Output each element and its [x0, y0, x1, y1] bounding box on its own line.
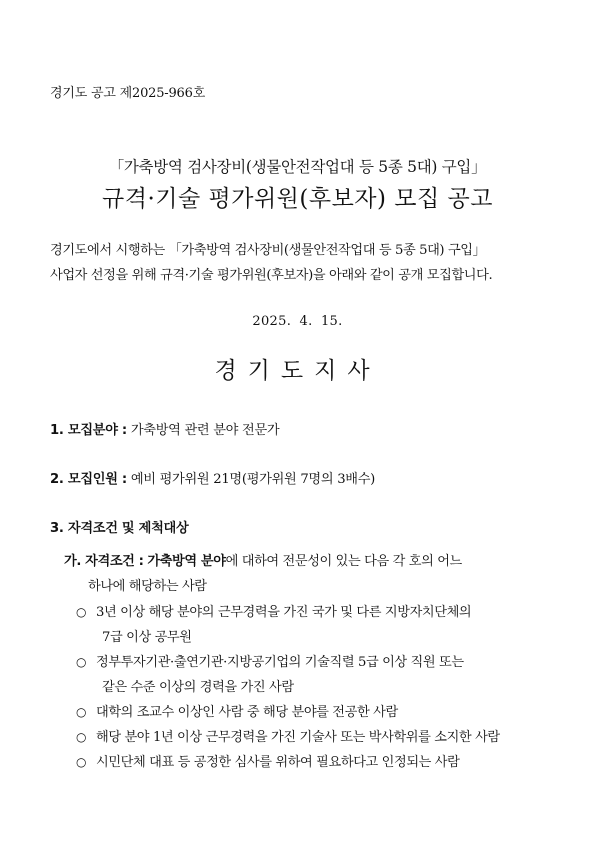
section-text: 예비 평가위원 21명(평가위원 7명의 3배수) — [130, 472, 376, 487]
hollow-circle-icon: ○ — [76, 705, 87, 719]
section-heading: 3. 자격조건 및 제척대상 — [50, 521, 189, 536]
qualification-heading: 가. 자격조건 : — [64, 554, 144, 569]
hollow-circle-icon: ○ — [76, 605, 87, 619]
signer: 경기도지사 — [214, 358, 381, 384]
section-recruit-field — [50, 419, 279, 438]
intro-line-2: 사업자 선정을 위해 규격·기술 평가위원(후보자)을 아래와 같이 공개 모집합니다. — [50, 268, 493, 283]
list-item: ○ 3년 이상 해당 분야의 근무경력을 가진 국가 및 다른 지방자치단체의 7급 이상 공무원 — [76, 600, 576, 650]
hollow-circle-icon: ○ — [76, 755, 87, 769]
notice-number: 경기도 공고 제2025-966호 — [50, 86, 206, 101]
list-item: ○ 해당 분야 1년 이상 근무경력을 가진 기술사 또는 박사학위를 소지한 사람 — [76, 725, 576, 750]
list-item: ○ 대학의 조교수 이상인 사람 중 해당 분야를 전공한 사람 — [76, 700, 576, 725]
hollow-circle-icon: ○ — [76, 730, 87, 744]
intro-line-1: 경기도에서 시행하는 「가축방역 검사장비(생물안전작업대 등 5종 5대) 구입」 — [50, 243, 486, 258]
section-recruit-count — [50, 468, 375, 487]
section-eligibility — [50, 517, 188, 536]
section-heading: 2. 모집인원 : — [50, 472, 127, 487]
list-item: ○ 시민단체 대표 등 공정한 심사를 위하여 필요하다고 인정되는 사람 — [76, 750, 576, 775]
qualification-paragraph — [64, 549, 564, 599]
list-item: ○ 정부투자기관·출연기관·지방공기업의 기술직렬 5급 이상 직원 또는 같은 수준 이상의 경력을 가진 사람 — [76, 650, 576, 700]
notice-title: 규격·기술 평가위원(후보자) 모집 공고 — [102, 186, 493, 212]
qualification-list — [76, 600, 576, 775]
notice-date: 2025. 4. 15. — [252, 314, 343, 329]
qualification-field: 가축방역 분야 — [147, 554, 226, 569]
notice-subtitle: 「가축방역 검사장비(생물안전작업대 등 5종 5대) 구입」 — [108, 158, 487, 176]
hollow-circle-icon: ○ — [76, 655, 87, 669]
section-heading: 1. 모집분야 : — [50, 423, 127, 438]
qualification-text-2: 하나에 해당하는 사람 — [88, 579, 207, 594]
qualification-text-1: 에 대하여 전문성이 있는 다음 각 호의 어느 — [225, 554, 462, 569]
section-text: 가축방역 관련 분야 전문가 — [130, 423, 280, 438]
intro-paragraph — [50, 238, 560, 288]
